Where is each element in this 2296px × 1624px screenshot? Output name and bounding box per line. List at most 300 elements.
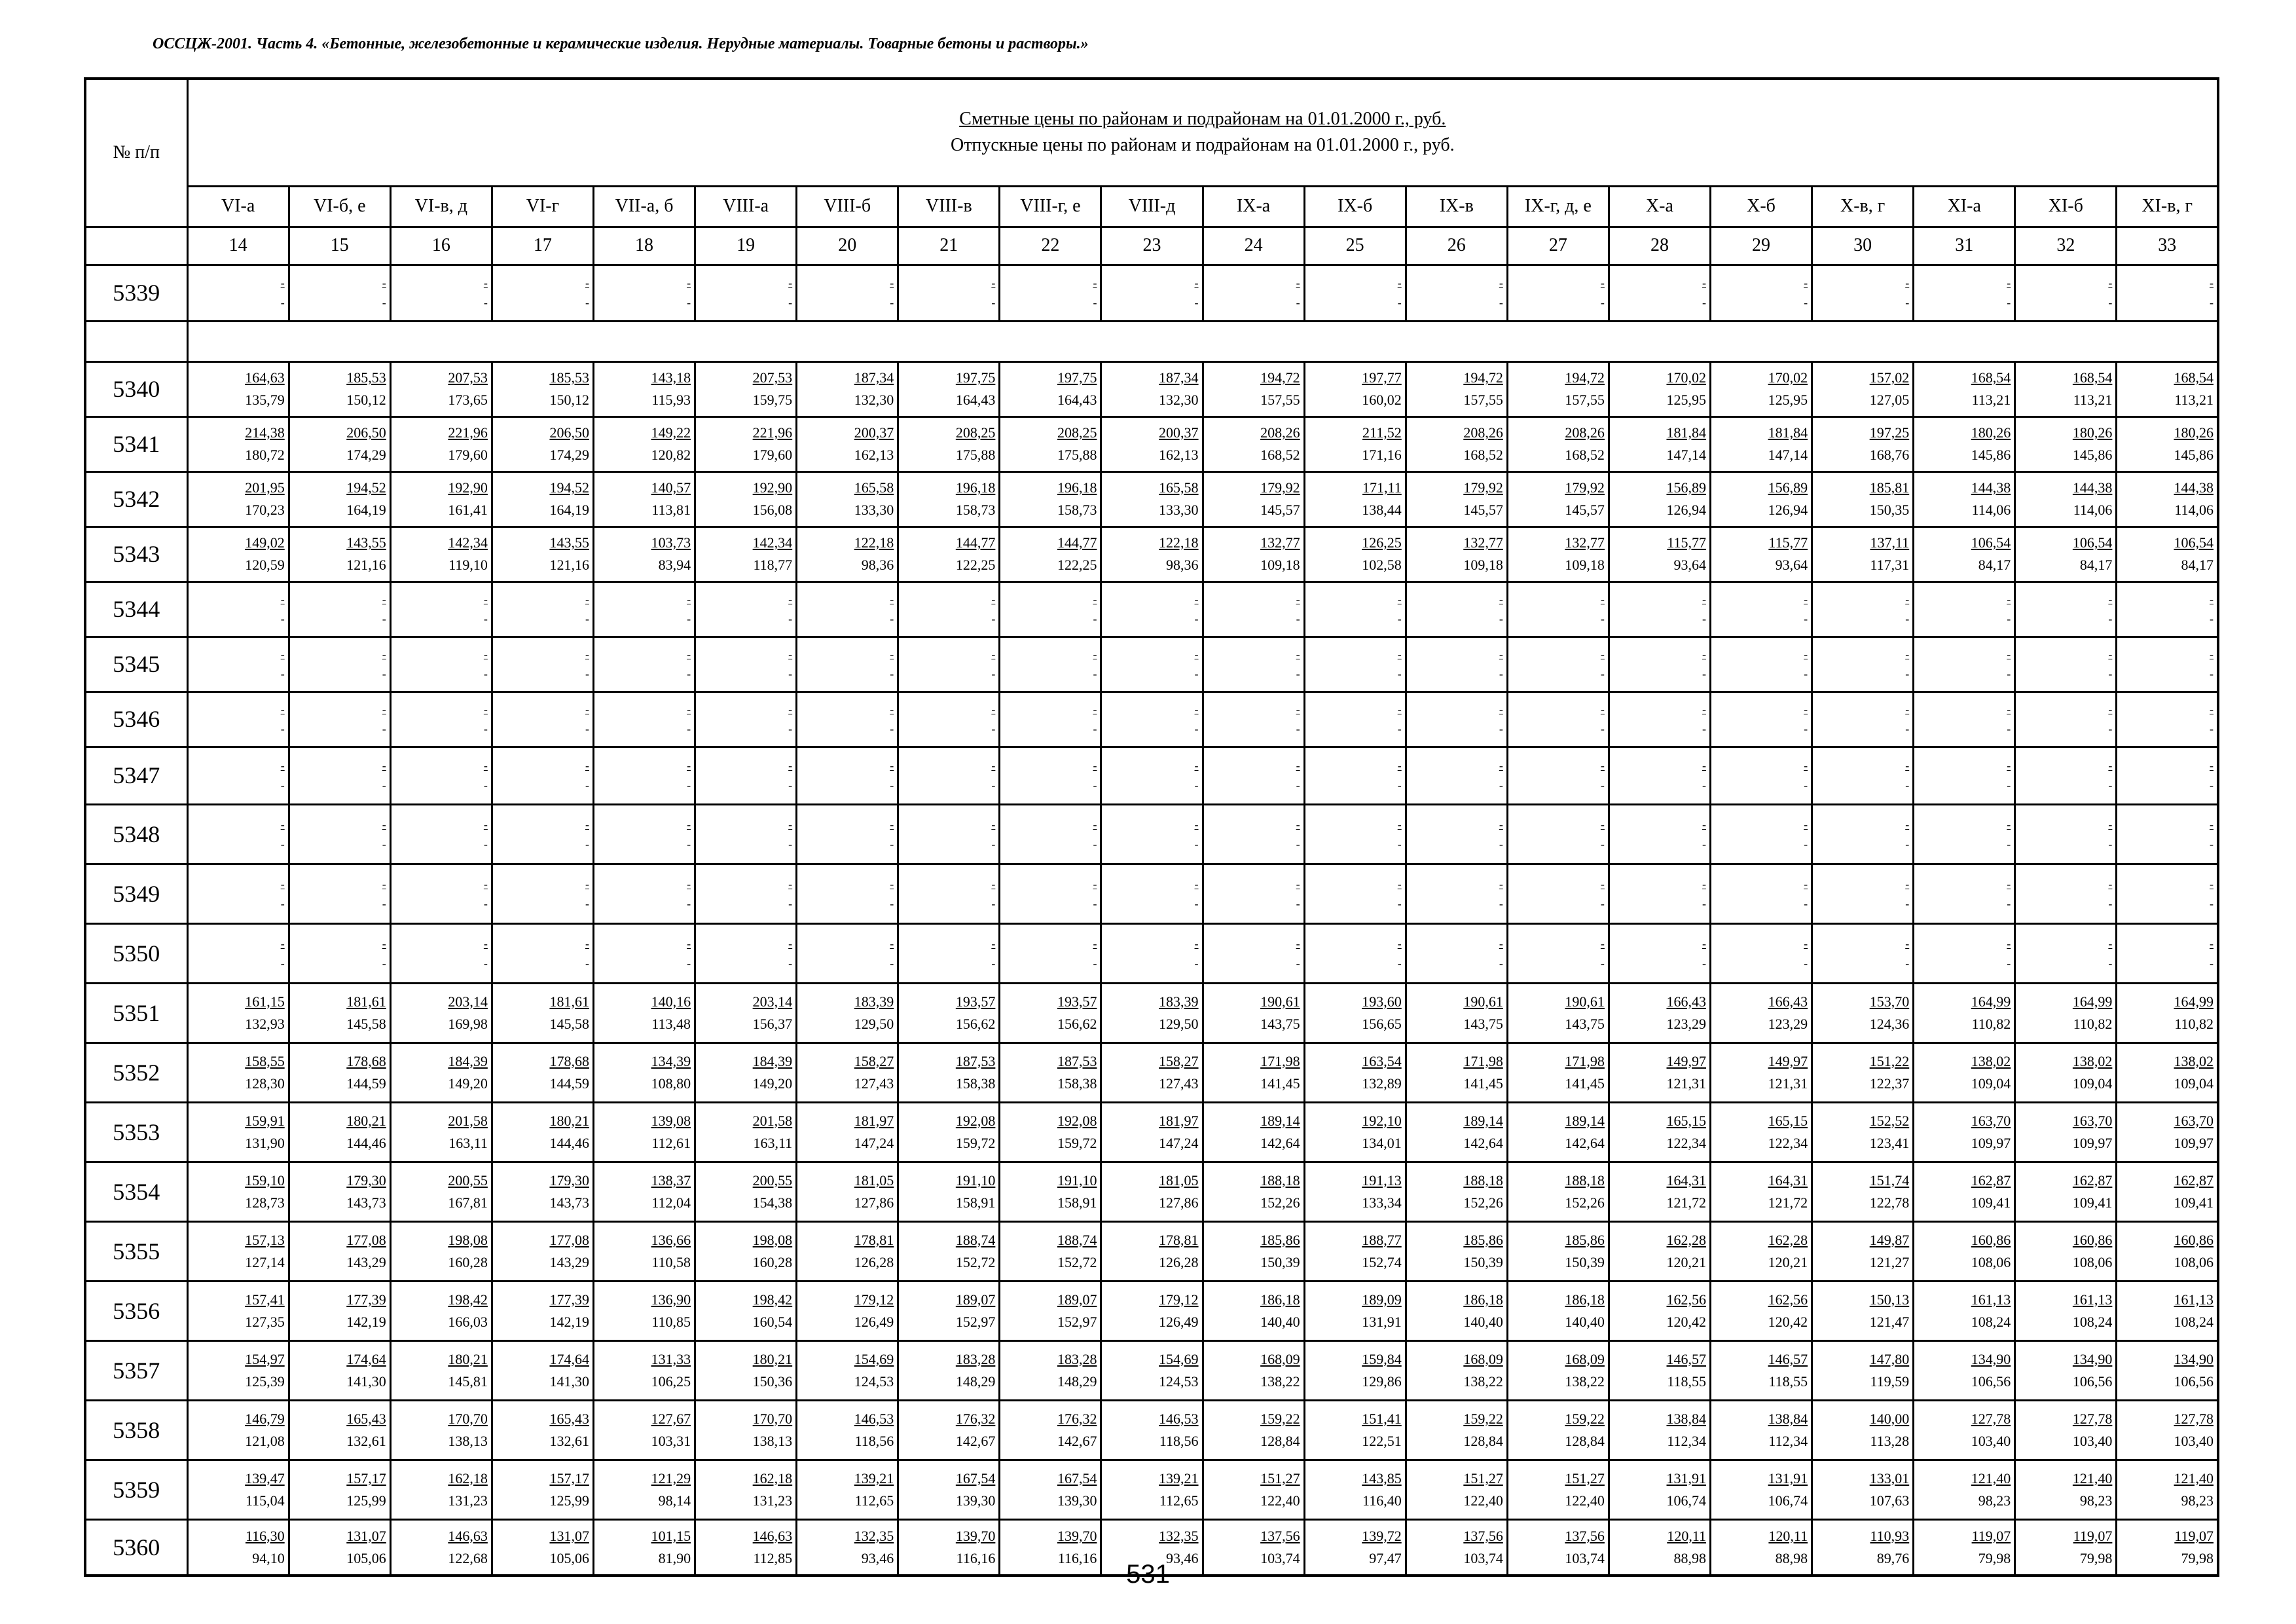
release-price: -	[280, 612, 285, 625]
release-price: 114,06	[2073, 502, 2113, 518]
estimate-price: 159,84	[1362, 1350, 1402, 1367]
price-cell	[492, 1460, 593, 1519]
release-price: 168,76	[1869, 447, 1910, 463]
price-cell	[289, 637, 390, 692]
release-price: 173,65	[448, 392, 488, 408]
release-price: 118,55	[1768, 1373, 1808, 1390]
release-price: -	[1397, 667, 1402, 680]
estimate-price: 136,66	[651, 1231, 691, 1248]
estimate-price: 132,77	[1463, 534, 1503, 551]
release-price: 164,19	[346, 502, 386, 518]
price-cell	[593, 1162, 695, 1221]
release-price: 139,30	[955, 1492, 996, 1509]
estimate-price: -	[2007, 877, 2011, 891]
release-price: 108,06	[2072, 1253, 2113, 1270]
estimate-price: 149,87	[1869, 1231, 1910, 1248]
price-cell	[1304, 526, 1406, 581]
estimate-price: -	[585, 817, 589, 831]
release-price: 113,48	[651, 1015, 691, 1032]
release-price: -	[280, 296, 285, 309]
price-cell	[390, 416, 492, 471]
estimate-price: -	[991, 936, 996, 950]
release-price: -	[2210, 296, 2214, 309]
price-cell	[695, 864, 797, 923]
price-cell	[1609, 983, 1710, 1043]
release-price: 107,63	[1869, 1492, 1910, 1509]
price-cell	[187, 637, 289, 692]
estimate-price: -	[687, 759, 691, 772]
price-cell	[797, 983, 898, 1043]
release-price: 108,06	[1971, 1253, 2011, 1270]
price-cell	[1406, 923, 1507, 983]
estimate-price: -	[890, 817, 894, 831]
release-price: 125,39	[245, 1373, 285, 1390]
estimate-price: 203,14	[448, 993, 488, 1010]
price-cell	[797, 361, 898, 416]
release-price: -	[1600, 896, 1605, 910]
price-cell	[289, 1221, 390, 1281]
price-cell	[1101, 1162, 1203, 1221]
release-price: 122,40	[1565, 1492, 1605, 1509]
price-cell	[2117, 923, 2218, 983]
estimate-price: 164,63	[245, 369, 285, 386]
price-cell	[289, 923, 390, 983]
release-price: 132,30	[1159, 392, 1199, 408]
estimate-price: -	[2108, 817, 2113, 831]
estimate-price: 179,12	[1159, 1291, 1199, 1308]
estimate-price: 181,05	[854, 1172, 894, 1189]
estimate-price: 170,70	[752, 1410, 793, 1427]
release-price: 138,44	[1362, 502, 1402, 518]
estimate-price: 151,41	[1362, 1410, 1402, 1427]
estimate-price: 188,77	[1362, 1231, 1402, 1248]
release-price: -	[2007, 779, 2011, 792]
price-cell	[1711, 637, 1812, 692]
price-cell	[1609, 923, 1710, 983]
price-cell	[1101, 1102, 1203, 1162]
price-cell	[1000, 1400, 1101, 1460]
price-cell	[593, 581, 695, 637]
region-header: VI-б, е	[289, 186, 390, 227]
estimate-price: -	[280, 276, 285, 289]
release-price: 93,46	[861, 1549, 894, 1566]
estimate-price: -	[1499, 877, 1503, 891]
estimate-price: -	[991, 817, 996, 831]
estimate-price: 208,26	[1463, 424, 1503, 441]
estimate-price: -	[890, 759, 894, 772]
price-cell	[1914, 1340, 2015, 1400]
price-cell	[1711, 1102, 1812, 1162]
price-cell	[1812, 747, 1914, 804]
estimate-price: 162,18	[448, 1469, 488, 1486]
price-cell	[2117, 747, 2218, 804]
estimate-price: 190,61	[1463, 993, 1503, 1010]
estimate-price: 140,57	[651, 479, 691, 496]
release-price: 122,37	[1869, 1075, 1910, 1092]
price-cell	[1507, 526, 1609, 581]
price-cell	[1711, 1162, 1812, 1221]
estimate-price: 161,15	[245, 993, 285, 1010]
estimate-price: 200,55	[448, 1172, 488, 1189]
estimate-price: 208,26	[1565, 424, 1605, 441]
release-price: -	[382, 779, 386, 792]
price-cell	[1609, 1340, 1710, 1400]
estimate-price: 181,97	[1159, 1112, 1199, 1129]
estimate-price: 134,39	[651, 1052, 691, 1069]
price-cell	[390, 1281, 492, 1340]
estimate-price: 193,57	[1057, 993, 1097, 1010]
estimate-price: -	[687, 817, 691, 831]
estimate-price: 185,53	[549, 369, 589, 386]
price-cell	[1304, 361, 1406, 416]
release-price: 127,86	[854, 1194, 894, 1211]
estimate-price: 140,16	[651, 993, 691, 1010]
estimate-price: -	[280, 703, 285, 716]
price-cell	[1000, 1102, 1101, 1162]
price-cell	[1101, 692, 1203, 747]
row-number-cell	[85, 321, 187, 361]
estimate-price: 181,05	[1159, 1172, 1199, 1189]
release-price: -	[1499, 956, 1503, 970]
release-price: -	[1600, 837, 1605, 851]
estimate-price: 159,22	[1260, 1410, 1300, 1427]
price-cell	[1203, 1102, 1304, 1162]
estimate-price: 156,89	[1768, 479, 1808, 496]
price-cell	[1914, 526, 2015, 581]
estimate-price: -	[1804, 593, 1808, 606]
estimate-price: -	[2108, 703, 2113, 716]
price-cell	[797, 581, 898, 637]
estimate-price: 151,27	[1463, 1469, 1503, 1486]
price-cell	[1101, 864, 1203, 923]
release-price: 129,86	[1362, 1373, 1402, 1390]
estimate-price: 152,52	[1869, 1112, 1910, 1129]
price-cell	[898, 361, 1000, 416]
release-price: -	[483, 722, 488, 735]
release-price: 109,97	[2174, 1134, 2214, 1151]
price-cell	[1304, 804, 1406, 864]
table-row	[85, 1043, 2218, 1102]
release-price: 128,73	[245, 1194, 285, 1211]
estimate-price: 171,11	[1362, 479, 1402, 496]
price-cell	[593, 692, 695, 747]
price-cell	[1507, 1400, 1609, 1460]
release-price: 98,23	[2181, 1492, 2214, 1509]
price-cell	[1609, 637, 1710, 692]
price-cell	[1812, 471, 1914, 526]
estimate-price: 160,86	[2072, 1231, 2113, 1248]
price-cell	[289, 361, 390, 416]
price-cell	[797, 1340, 898, 1400]
column-number: 25	[1304, 227, 1406, 265]
release-price: 120,21	[1768, 1253, 1808, 1270]
estimate-price: 197,77	[1362, 369, 1402, 386]
price-cell	[1203, 983, 1304, 1043]
release-price: 127,86	[1159, 1194, 1199, 1211]
price-cell	[1812, 1162, 1914, 1221]
price-cell	[289, 1102, 390, 1162]
price-cell	[1609, 416, 1710, 471]
estimate-price: 179,92	[1565, 479, 1605, 496]
price-cell	[1406, 581, 1507, 637]
release-price: -	[1093, 837, 1097, 851]
price-cell	[1000, 1221, 1101, 1281]
price-cell	[2015, 864, 2117, 923]
table-row	[85, 692, 2218, 747]
release-price: 158,38	[1057, 1075, 1097, 1092]
estimate-price: -	[1600, 877, 1605, 891]
estimate-price: -	[1804, 276, 1808, 289]
release-price: 168,52	[1463, 447, 1503, 463]
estimate-price: 196,18	[1057, 479, 1097, 496]
release-price: 115,93	[651, 392, 691, 408]
price-cell	[2117, 1043, 2218, 1102]
estimate-price: 192,08	[955, 1112, 996, 1129]
column-number: 18	[593, 227, 695, 265]
estimate-price: 177,39	[346, 1291, 386, 1308]
price-cell	[898, 983, 1000, 1043]
release-price: 126,94	[1768, 502, 1808, 518]
price-cell	[1304, 747, 1406, 804]
estimate-price: 154,69	[854, 1350, 894, 1367]
estimate-price: -	[1905, 936, 1910, 950]
estimate-price: -	[1499, 817, 1503, 831]
blank-row-cell	[187, 321, 2218, 361]
release-price: -	[1702, 722, 1706, 735]
row-number-column-header: № п/п	[85, 79, 187, 227]
price-cell	[1812, 265, 1914, 321]
estimate-price: -	[1093, 276, 1097, 289]
estimate-price: 158,27	[854, 1052, 894, 1069]
estimate-price: -	[890, 593, 894, 606]
release-price: 142,64	[1260, 1134, 1300, 1151]
price-cell	[1812, 1460, 1914, 1519]
release-price: 126,28	[854, 1253, 894, 1270]
estimate-price: 144,77	[955, 534, 996, 551]
estimate-price: 161,13	[2072, 1291, 2113, 1308]
estimate-price: 201,58	[752, 1112, 793, 1129]
estimate-price: 185,81	[1869, 479, 1910, 496]
release-price: -	[483, 296, 488, 309]
release-price: -	[1600, 296, 1605, 309]
price-cell	[1203, 361, 1304, 416]
estimate-price: -	[2007, 648, 2011, 661]
estimate-price: 181,97	[854, 1112, 894, 1129]
estimate-price: 180,21	[346, 1112, 386, 1129]
column-number: 20	[797, 227, 898, 265]
release-price: 164,43	[955, 392, 996, 408]
estimate-price: -	[2210, 648, 2214, 661]
release-price: 112,04	[651, 1194, 691, 1211]
release-price: 127,35	[245, 1313, 285, 1330]
estimate-price: 207,53	[752, 369, 793, 386]
estimate-price: 158,27	[1159, 1052, 1199, 1069]
price-cell	[1812, 1281, 1914, 1340]
price-cell	[1914, 265, 2015, 321]
release-price: -	[585, 667, 589, 680]
release-price: 126,49	[854, 1313, 894, 1330]
release-price: -	[280, 956, 285, 970]
price-cell	[2015, 637, 2117, 692]
region-header: X-б	[1711, 186, 1812, 227]
estimate-price: 192,90	[448, 479, 488, 496]
estimate-price: 137,56	[1565, 1527, 1605, 1544]
price-cell	[1406, 1340, 1507, 1400]
release-price: 93,46	[1166, 1549, 1199, 1566]
estimate-price: 157,17	[346, 1469, 386, 1486]
price-cell	[2117, 1281, 2218, 1340]
price-cell	[695, 1162, 797, 1221]
estimate-price: 181,61	[549, 993, 589, 1010]
price-cell	[187, 526, 289, 581]
release-price: 157,55	[1565, 392, 1605, 408]
estimate-price: -	[1194, 759, 1199, 772]
release-price: 117,31	[1870, 557, 1910, 573]
estimate-price: 154,69	[1159, 1350, 1199, 1367]
estimate-price: 180,26	[1971, 424, 2011, 441]
price-cell	[2117, 1400, 2218, 1460]
price-cell	[1203, 416, 1304, 471]
release-price: -	[1804, 296, 1808, 309]
estimate-price: 159,91	[245, 1112, 285, 1129]
estimate-price: 162,18	[752, 1469, 793, 1486]
price-cell	[1507, 416, 1609, 471]
estimate-price: -	[2210, 703, 2214, 716]
price-cell	[695, 1043, 797, 1102]
estimate-price: 103,73	[651, 534, 691, 551]
table-row	[85, 1221, 2218, 1281]
price-cell	[289, 1340, 390, 1400]
release-price: -	[1093, 612, 1097, 625]
release-price: 128,84	[1463, 1432, 1503, 1449]
release-price: -	[1905, 296, 1910, 309]
price-cell	[2015, 1162, 2117, 1221]
price-cell	[2117, 1162, 2218, 1221]
price-cell	[1914, 1162, 2015, 1221]
release-price: 150,39	[1260, 1253, 1300, 1270]
estimate-price: 139,21	[854, 1469, 894, 1486]
release-price: -	[2210, 837, 2214, 851]
estimate-price: 127,78	[2072, 1410, 2113, 1427]
release-price: 131,90	[245, 1134, 285, 1151]
estimate-price: 208,26	[1260, 424, 1300, 441]
release-price: 156,62	[955, 1015, 996, 1032]
release-price: 158,73	[955, 502, 996, 518]
release-price: -	[1296, 896, 1300, 910]
estimate-price: -	[2210, 817, 2214, 831]
price-cell	[1304, 923, 1406, 983]
price-cell	[1101, 471, 1203, 526]
price-cell	[1406, 265, 1507, 321]
estimate-price: 194,72	[1463, 369, 1503, 386]
estimate-price: -	[1194, 936, 1199, 950]
price-cell	[1812, 864, 1914, 923]
release-price: 138,22	[1565, 1373, 1605, 1390]
release-price: 152,97	[955, 1313, 996, 1330]
row-number-cell: 5342	[85, 471, 187, 526]
price-cell	[1000, 1340, 1101, 1400]
price-cell	[1812, 1400, 1914, 1460]
price-cell	[1203, 581, 1304, 637]
release-price: -	[1600, 667, 1605, 680]
estimate-price: 139,72	[1362, 1527, 1402, 1544]
release-price: 145,86	[2174, 447, 2214, 463]
region-header: X-а	[1609, 186, 1710, 227]
release-price: -	[991, 837, 996, 851]
estimate-price: 138,84	[1666, 1410, 1706, 1427]
estimate-price: 188,18	[1463, 1172, 1503, 1189]
estimate-price: -	[890, 648, 894, 661]
table-row	[85, 747, 2218, 804]
release-price: 122,34	[1666, 1134, 1706, 1151]
estimate-price: -	[788, 759, 793, 772]
price-cell	[1203, 692, 1304, 747]
release-price: 81,90	[658, 1549, 691, 1566]
estimate-price: 139,08	[651, 1112, 691, 1129]
price-cell	[187, 692, 289, 747]
price-cell	[695, 692, 797, 747]
release-price: 124,36	[1869, 1015, 1910, 1032]
release-price: 79,98	[2181, 1549, 2214, 1566]
price-cell	[695, 1102, 797, 1162]
estimate-price: 160,86	[1971, 1231, 2011, 1248]
price-cell	[898, 747, 1000, 804]
price-cell	[695, 747, 797, 804]
estimate-price: 171,98	[1260, 1052, 1300, 1069]
release-price: 83,94	[658, 557, 691, 573]
price-cell	[492, 864, 593, 923]
price-cell	[1507, 1043, 1609, 1102]
estimate-price: 127,78	[2174, 1410, 2214, 1427]
table-row	[85, 1281, 2218, 1340]
price-cell	[2117, 361, 2218, 416]
estimate-price: -	[890, 276, 894, 289]
release-price: -	[1499, 837, 1503, 851]
release-price: -	[483, 896, 488, 910]
release-price: 150,39	[1565, 1253, 1605, 1270]
estimate-price: -	[1296, 817, 1300, 831]
estimate-prices-title: Сметные цены по районам и подрайонам на 01.01.2000 г., руб.	[959, 109, 1446, 130]
estimate-price: -	[2210, 276, 2214, 289]
table-row	[85, 983, 2218, 1043]
price-cell	[1000, 526, 1101, 581]
price-cell	[1914, 747, 2015, 804]
release-price: 144,59	[549, 1075, 589, 1092]
estimate-price: -	[280, 877, 285, 891]
price-cell	[695, 265, 797, 321]
release-price: -	[1499, 612, 1503, 625]
release-price: -	[687, 956, 691, 970]
release-price: -	[2108, 837, 2113, 851]
price-cell	[289, 1043, 390, 1102]
price-cell	[1812, 416, 1914, 471]
estimate-price: 186,18	[1463, 1291, 1503, 1308]
release-price: 145,57	[1565, 502, 1605, 518]
release-price: 174,29	[346, 447, 386, 463]
price-cell	[1000, 265, 1101, 321]
price-cell	[695, 637, 797, 692]
release-price: 150,36	[752, 1373, 793, 1390]
estimate-price: 163,70	[2174, 1112, 2214, 1129]
release-price: -	[2007, 837, 2011, 851]
price-cell	[390, 361, 492, 416]
release-price: 125,99	[549, 1492, 589, 1509]
release-price: 98,23	[2079, 1492, 2113, 1509]
price-cell	[492, 1340, 593, 1400]
estimate-price: 106,54	[1971, 534, 2011, 551]
column-number: 17	[492, 227, 593, 265]
estimate-price: 180,26	[2174, 424, 2214, 441]
